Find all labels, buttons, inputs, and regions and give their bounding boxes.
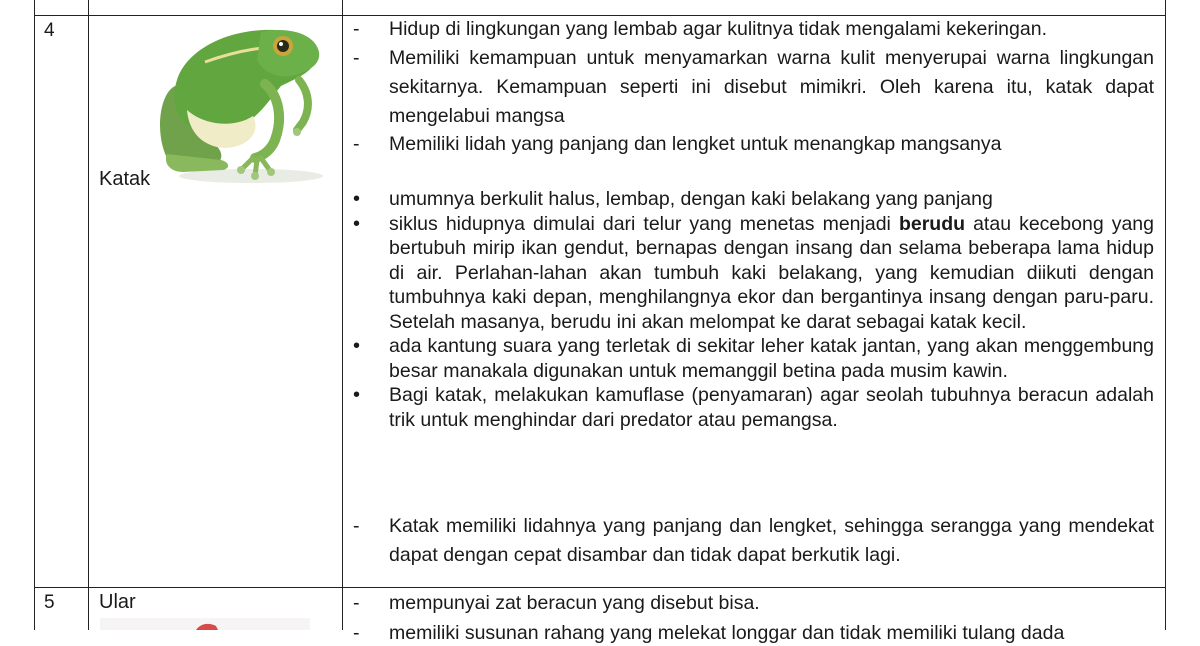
row-number: 5: [44, 592, 55, 613]
list-item: - Memiliki lidah yang panjang dan lengket untuk menangkap mangsanya: [350, 132, 1154, 157]
table-border-col-name: [88, 0, 89, 630]
frog-image: [153, 22, 325, 186]
row-number: 4: [44, 20, 55, 41]
frog-tongue-dash-list: [350, 512, 1154, 570]
frog-characteristics-bullet-list: [350, 187, 1154, 432]
animal-name: Katak: [99, 168, 151, 190]
animal-name: Ular: [99, 591, 136, 613]
list-item: - Memiliki kemampuan untuk menyamarkan warna kulit menyerupai warna lingkungan sekitarnya. Kemampuan seperti ini disebut mimikri. Oleh karena itu, katak dapat mengelabui mangsa: [350, 44, 1154, 131]
table-row-border-mid: [34, 587, 1166, 588]
bold-term: berudu: [898, 212, 966, 235]
list-item: - mempunyai zat beracun yang disebut bisa.: [350, 591, 1154, 616]
list-item: • Bagi katak, melakukan kamuflase (penyamaran) agar seolah tubuhnya beracun adalah trik untuk menghindar dari predator atau pemangsa.: [350, 383, 1154, 432]
list-item: - memiliki susunan rahang yang melekat longgar dan tidak memiliki tulang dada: [350, 621, 1154, 646]
frog-characteristics-dash-list: [350, 17, 1154, 157]
table-border-left: [34, 0, 35, 630]
list-item: [350, 212, 1154, 335]
list-item-text: atau kecebong yang bertubuh mirip ikan gendut, bernapas dengan insang dan selama beberapa lama hidup di air. Perlahan-lahan akan tumbuh kaki belakang, yang kemudian diikuti dengan tumbuhnya kaki depan, menghilangnya ekor dan bergantinya insang dengan paru-paru. Setelah masanya, berudu ini akan melompat ke darat sebagai katak kecil.: [389, 212, 1155, 333]
list-item: - Katak memiliki lidahnya yang panjang dan lengket, sehingga serangga yang mendekat dapat dengan cepat disambar dan tidak dapat berkutik lagi.: [350, 512, 1154, 570]
list-item-text: siklus hidupnya dimulai dari telur yang menetas menjadi: [389, 212, 899, 235]
snake-image: [100, 618, 310, 630]
list-item: • umumnya berkulit halus, lembap, dengan kaki belakang yang panjang: [350, 187, 1154, 212]
table-border-col-desc: [342, 0, 343, 630]
list-item: • ada kantung suara yang terletak di sekitar leher katak jantan, yang akan menggembung besar manakala digunakan untuk memanggil betina pada musim kawin.: [350, 334, 1154, 383]
table-row-border-top: [34, 15, 1166, 16]
table-border-right: [1165, 0, 1166, 630]
snake-characteristics-dash-list: [350, 591, 1154, 646]
list-item: - Hidup di lingkungan yang lembab agar kulitnya tidak mengalami kekeringan.: [350, 17, 1154, 42]
